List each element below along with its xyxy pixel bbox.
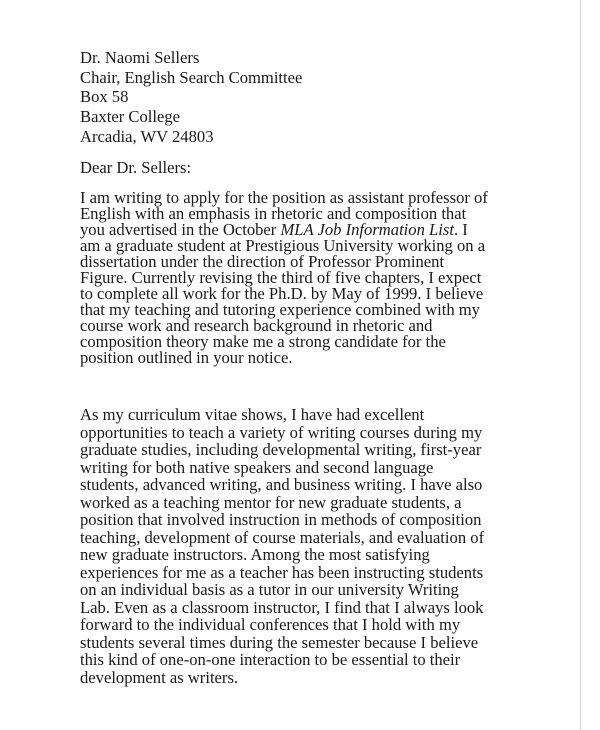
text-line: am a graduate student at Prestigious University working on a	[80, 236, 486, 255]
text-line: opportunities to teach a variety of writing courses during my	[80, 422, 483, 442]
paragraph-2	[80, 406, 484, 686]
text-span: you advertised in the October	[80, 220, 281, 239]
text-line: course work and research background in rhetoric and	[80, 316, 433, 335]
publication-title: MLA Job Information List	[280, 220, 454, 239]
text-line: writing for both native speakers and second language	[80, 457, 434, 477]
text-line: teaching, development of course materials, and evaluation of	[80, 527, 485, 547]
text-line: graduate studies, including developmental writing, first-year	[80, 440, 482, 459]
text-line: to complete all work for the Ph.D. by May of 1999. I believe	[80, 284, 484, 303]
text-line: students, advanced writing, and business writing. I have also	[80, 475, 483, 494]
text-line: on an individual basis as a tutor in our university Writing	[80, 580, 459, 599]
address-line: Baxter College	[80, 107, 180, 127]
text-line: Lab. Even as a classroom instructor, I find that I always look	[80, 597, 484, 617]
address-line: Box 58	[80, 87, 129, 107]
text-line: experiences for me as a teacher has been instructing students	[80, 562, 484, 582]
text-line: students several times during the semester because I believe	[80, 632, 479, 652]
text-line: this kind of one-on-one interaction to be essential to their	[80, 650, 461, 669]
text-span: . I	[453, 220, 468, 239]
address-line: Arcadia, WV 24803	[80, 126, 214, 146]
text-line: I am writing to apply for the position as assistant professor of	[80, 188, 488, 207]
text-line: development as writers.	[80, 667, 239, 687]
address-line: Chair, English Search Committee	[80, 67, 303, 87]
text-line: position outlined in your notice.	[80, 348, 293, 367]
text-line: Figure. Currently revising the third of five chapters, I expect	[80, 268, 482, 287]
text-line: position that involved instruction in methods of composition	[80, 510, 482, 529]
text-line: composition theory make me a strong candidate for the	[80, 332, 446, 351]
address-line: Dr. Naomi Sellers	[80, 48, 200, 67]
text-line: dissertation under the direction of Professor Prominent	[80, 252, 445, 271]
text-line: worked as a teaching mentor for new graduate students, a	[80, 492, 462, 512]
text-line: new graduate instructors. Among the most satisfying	[80, 545, 430, 564]
recipient-address	[80, 48, 302, 147]
text-line: forward to the individual conferences that I hold with my	[80, 615, 461, 634]
paragraph-1	[80, 190, 488, 366]
text-line: As my curriculum vitae shows, I have had excellent	[80, 405, 425, 424]
text-line: English with an emphasis in rhetoric and composition that	[80, 204, 467, 223]
text-line: that my teaching and tutoring experience combined with my	[80, 300, 480, 319]
salutation: Dear Dr. Sellers:	[80, 158, 192, 177]
